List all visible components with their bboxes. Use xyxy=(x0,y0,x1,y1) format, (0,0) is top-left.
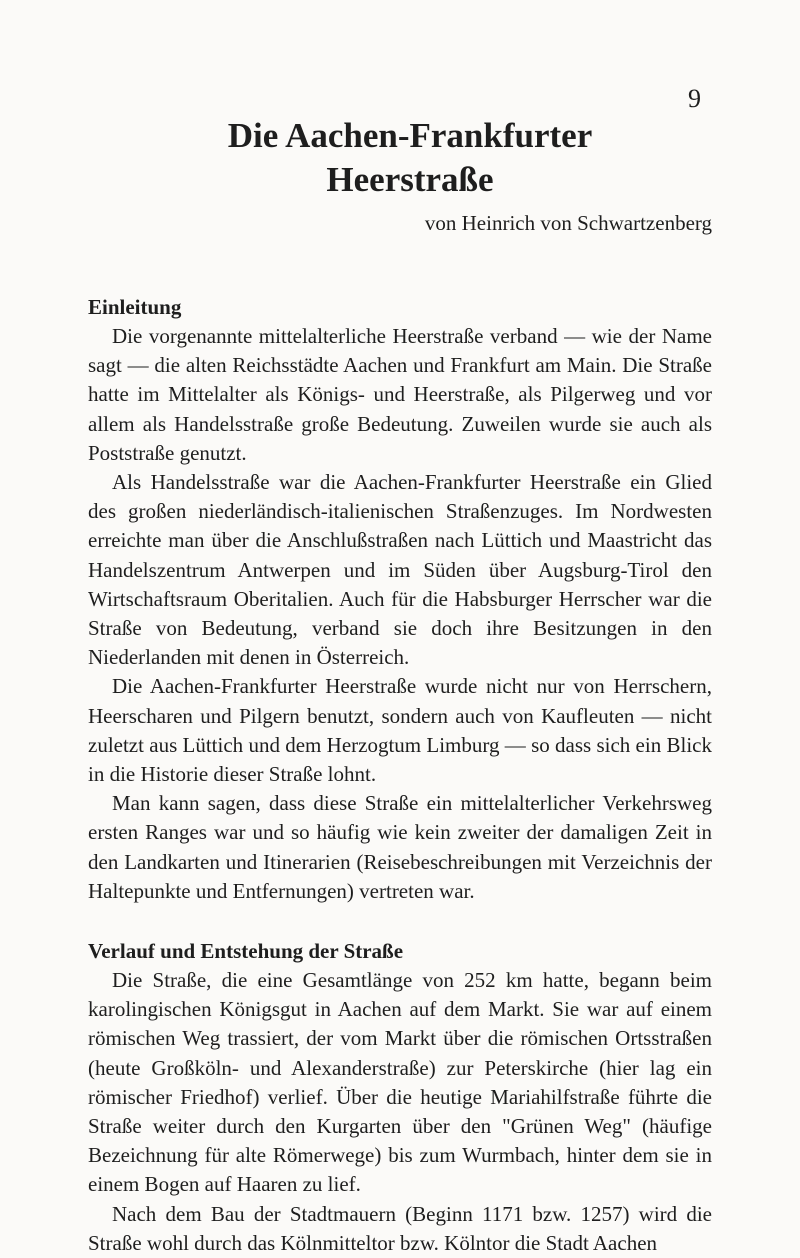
section-heading-verlauf: Verlauf und Entstehung der Straße xyxy=(88,939,404,964)
page-number: 9 xyxy=(688,84,701,113)
paragraph: Die Straße, die eine Gesamtlänge von 252 km hatte, begann beim karolingischen Königsgut in Aachen auf dem Markt. Sie war auf einem römischen Weg trassiert, der vom Markt über die römischen Ortsstraßen (heute Großköln- und Alexanderstraße) zur Peterskirche (hier lag ein römischer Friedhof) verlief. Über die heutige Mariahilfstraße führte die Straße weiter durch den Kurgarten über den "Grünen Weg" (häufige Bezeichnung für alte Römerwege) bis zum Wurmbach, hinter dem sie in einem Bogen auf Haaren zu lief. xyxy=(88,968,712,1197)
paragraph: Die Aachen-Frankfurter Heerstraße wurde nicht nur von Herrschern, Heerscharen und Pilgern benutzt, sondern auch von Kaufleuten — nicht zuletzt aus Lüttich und dem Herzogtum Limburg — so dass sich ein Blick in die Historie dieser Straße lohnt. xyxy=(88,674,712,787)
title-line-1: Die Aachen-Frankfurter xyxy=(227,116,593,155)
paragraph: Die vorgenannte mittelalterliche Heerstraße verband — wie der Name sagt — die alten Reichsstädte Aachen und Frankfurt am Main. Die Straße hatte im Mittelalter als Königs- und Heerstraße, als Pilgerweg und vor allem als Handelsstraße große Bedeutung. Zuweilen wurde sie auch als Poststraße genutzt. xyxy=(88,324,712,465)
paragraph: Man kann sagen, dass diese Straße ein mittelalterlicher Verkehrsweg ersten Ranges war und so häufig wie kein zweiter der damaligen Zeit in den Landkarten und Itinerarien (Reisebeschreibungen mit Verzeichnis der Haltepunkte und Entfernungen) vertreten war. xyxy=(88,791,712,903)
article-title xyxy=(150,114,670,202)
paragraph: Als Handelsstraße war die Aachen-Frankfurter Heerstraße ein Glied des großen niederländisch-italienischen Straßenzuges. Im Nordwesten erreichte man über die Anschlußstraßen nach Lüttich und Maastricht das Handelszentrum Antwerpen und im Süden über Augsburg-Tirol den Wirtschaftsraum Oberitalien. Auch für die Habsburger Herrscher war die Straße von Bedeutung, verband sie doch ihre Besitzungen in den Niederlanden mit denen in Österreich. xyxy=(88,470,712,670)
paragraph: Nach dem Bau der Stadtmauern (Beginn 1171 bzw. 1257) wird die Straße wohl durch das Kölnmitteltor bzw. Kölntor die Stadt Aachen xyxy=(88,1201,712,1255)
author-byline: von Heinrich von Schwartzenberg xyxy=(424,211,712,235)
article-body xyxy=(88,292,712,1258)
section-heading-einleitung: Einleitung xyxy=(88,295,182,319)
title-line-2: Heerstraße xyxy=(326,160,494,199)
